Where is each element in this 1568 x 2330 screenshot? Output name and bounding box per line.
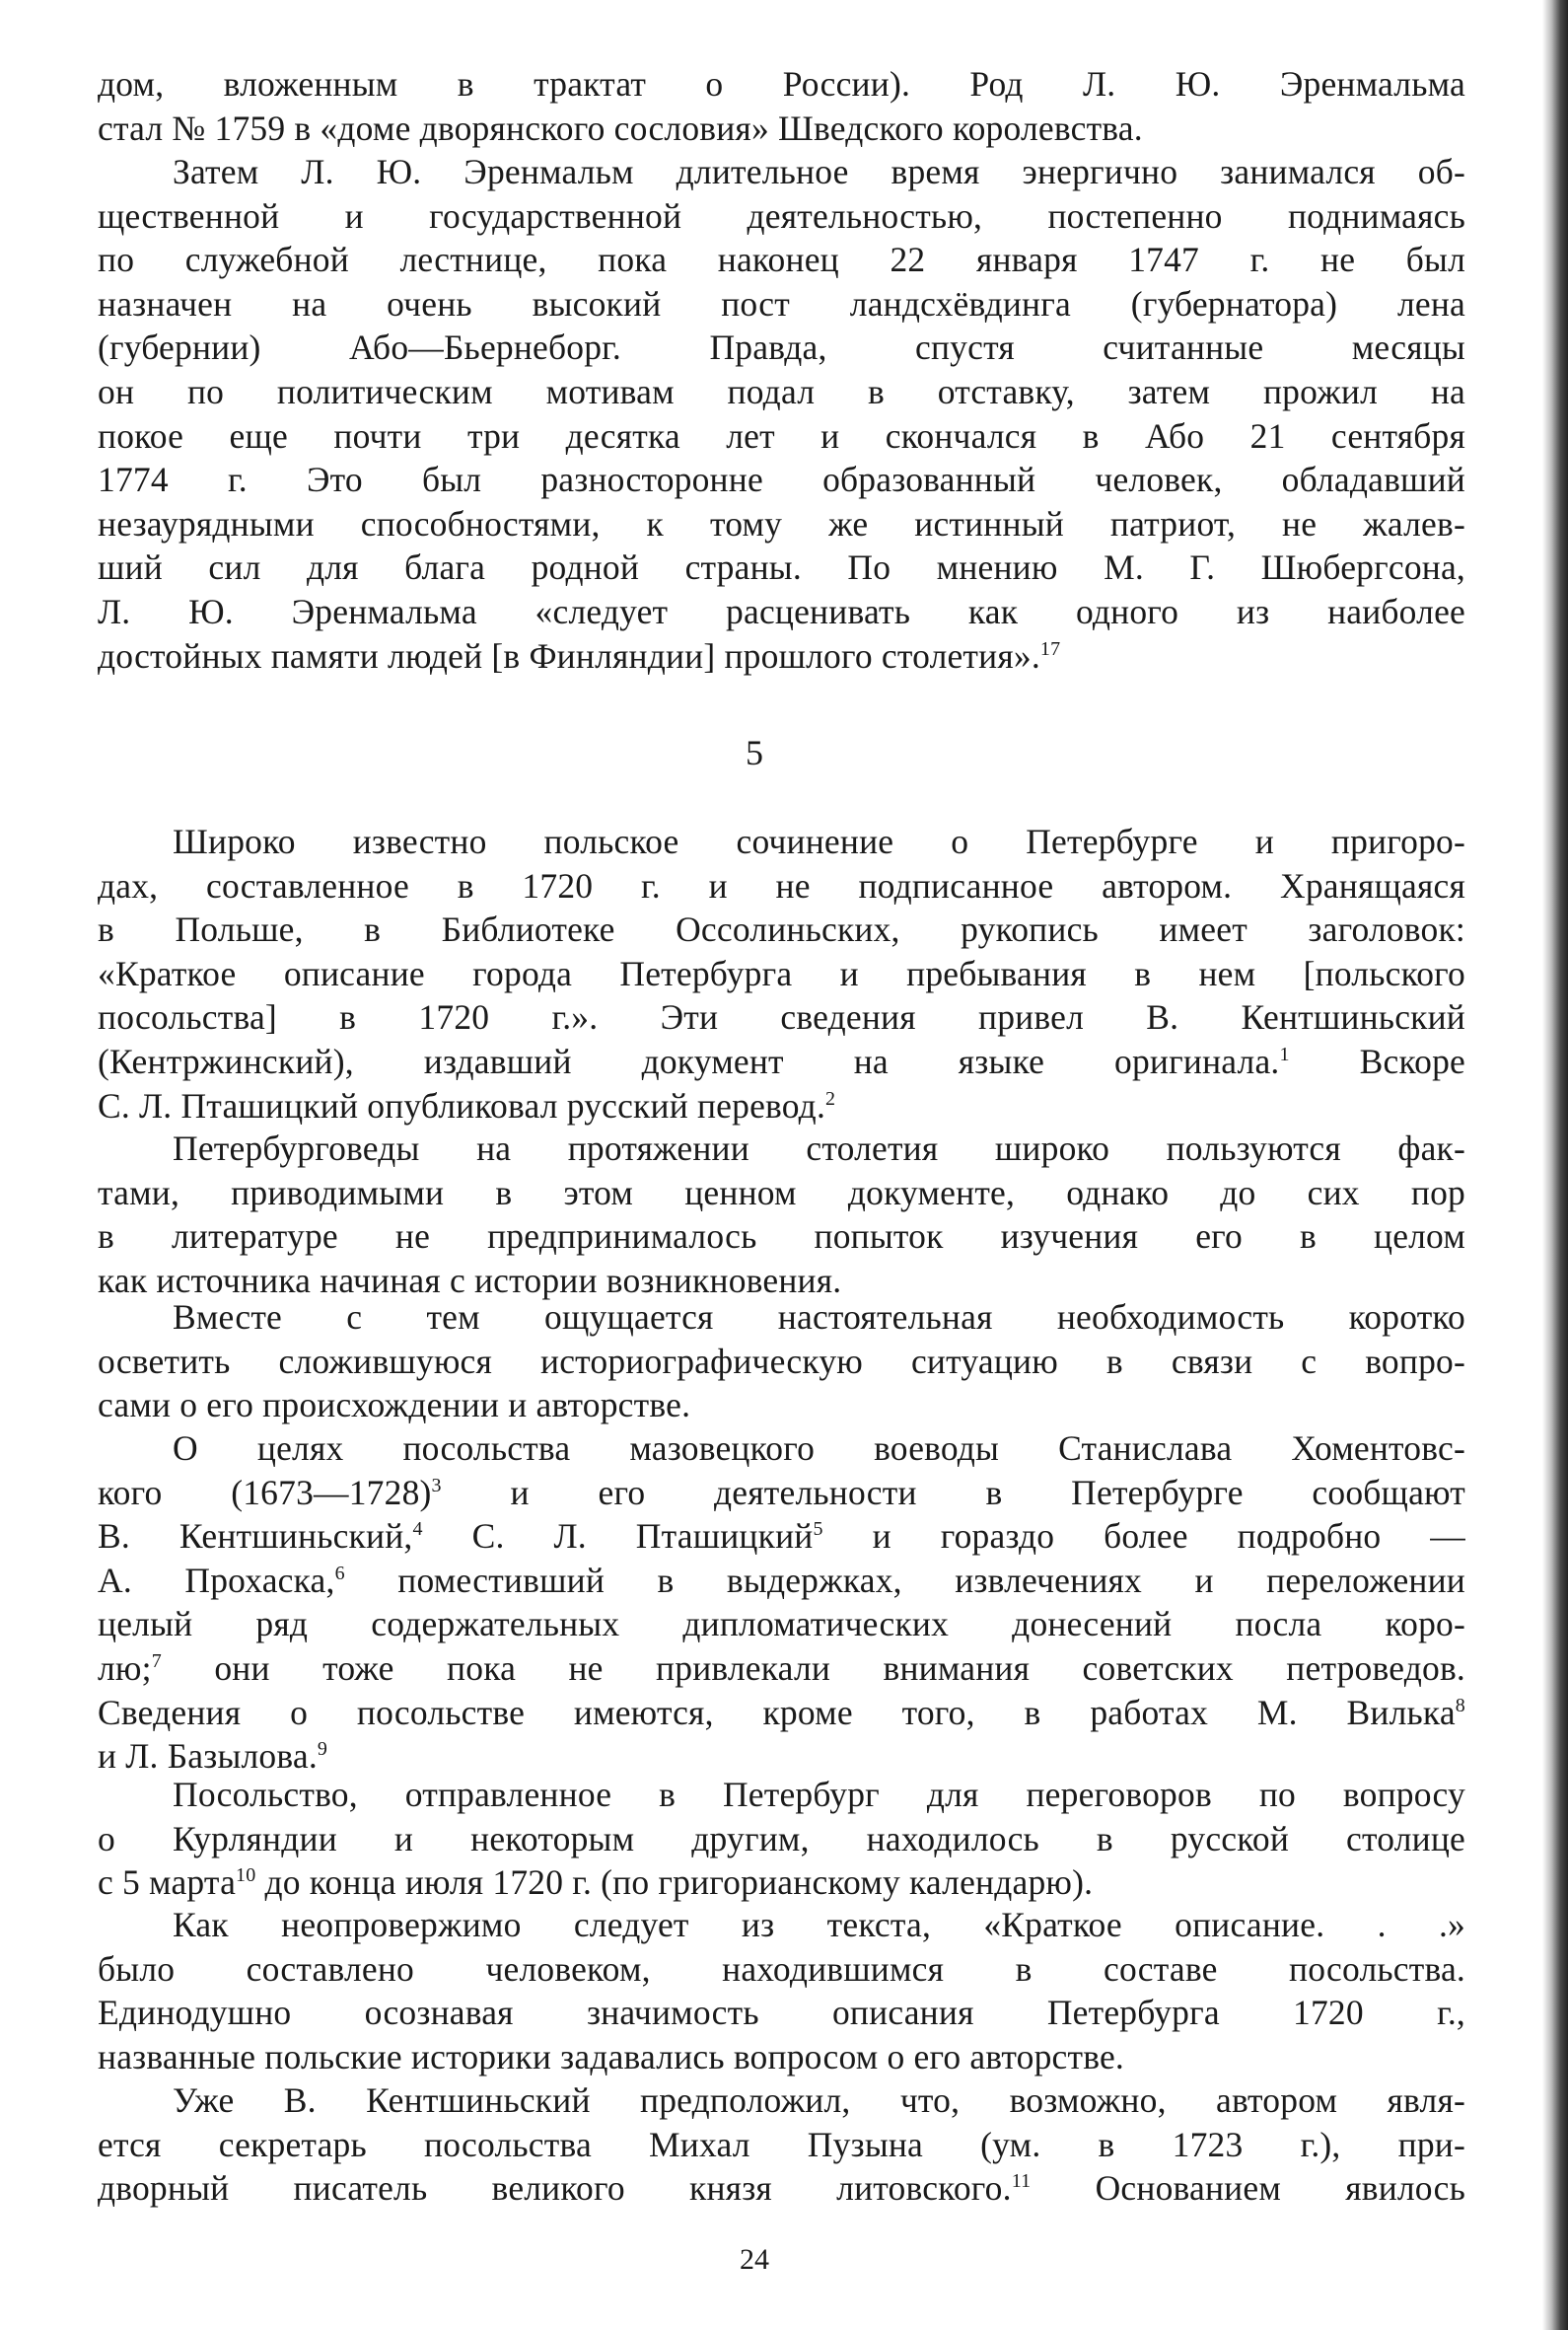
text-segment: достойных памяти людей [в Финляндии] прошлого столетия». [98, 635, 1040, 676]
paragraph [98, 1426, 1465, 1779]
text-line [98, 590, 1465, 634]
paragraph [98, 1773, 1465, 1905]
text-line [98, 1817, 1465, 1861]
text-segment: они тоже пока не привлекали внимания советских петроведов. [161, 1647, 1465, 1688]
text-line [98, 2166, 1465, 2211]
text-segment: дом, вложенным в трактат о России). Род Л. Ю. Эренмальма [98, 64, 1465, 104]
text-line [98, 1602, 1465, 1646]
text-segment: ший сил для блага родной страны. По мнению М. Г. Шюбергсона, [98, 547, 1465, 588]
text-line [98, 908, 1465, 952]
text-line [98, 820, 1465, 864]
text-segment: и Л. Базылова. [98, 1736, 318, 1777]
paragraph [98, 1903, 1465, 2078]
text-line [98, 2123, 1465, 2167]
text-line [98, 502, 1465, 546]
text-segment: посольства] в 1720 г.». Эти сведения привел В. Кентшиньский [98, 997, 1465, 1038]
text-line [98, 238, 1465, 282]
text-line [98, 634, 1465, 679]
footnote-ref: 4 [412, 1518, 423, 1541]
footnote-ref: 5 [813, 1518, 823, 1541]
text-segment: осветить сложившуюся историографическую ситуацию в связи с вопро- [98, 1341, 1465, 1381]
text-segment: до конца июля 1720 г. (по григорианскому календарю). [255, 1862, 1094, 1903]
footnote-ref: 3 [431, 1474, 442, 1496]
text-segment: сами о его происхождении и авторстве. [98, 1385, 691, 1425]
text-line [98, 1691, 1465, 1735]
text-segment: он по политическим мотивам подал в отставку, затем прожил на [98, 371, 1465, 411]
paragraph [98, 150, 1465, 678]
section-number: 5 [746, 733, 763, 772]
text-segment: по служебной лестнице, пока наконец 22 января 1747 г. не был [98, 240, 1465, 280]
text-segment: Затем Л. Ю. Эренмальм длительное время энергично занимался об- [173, 152, 1465, 191]
text-segment: покое еще почти три десятка лет и скончался в Або 21 сентября [98, 415, 1465, 456]
page-number: 24 [740, 2243, 769, 2276]
text-segment: назначен на очень высокий пост ландсхёвдинга (губернатора) лена [98, 283, 1465, 324]
text-line [98, 1646, 1465, 1691]
footnote-ref: 8 [1455, 1694, 1465, 1716]
text-line [98, 458, 1465, 502]
text-segment: в Польше, в Библиотеке Оссолиньских, рукопись имеет заголовок: [98, 910, 1465, 950]
footnote-ref: 11 [1011, 2170, 1032, 2193]
text-segment: Основанием явилось [1031, 2168, 1465, 2209]
text-line [98, 370, 1465, 414]
text-line [98, 1383, 1465, 1427]
footnote-ref: 2 [825, 1087, 836, 1110]
text-segment: Сведения о посольстве имеются, кроме того, в работах М. Вилька [98, 1692, 1456, 1732]
text-segment: было составлено человеком, находившимся в составе посольства. [98, 1948, 1465, 1989]
footnote-ref: 7 [151, 1650, 162, 1673]
text-segment: О целях посольства мазовецкого воеводы Станислава Хоментовс- [173, 1428, 1465, 1468]
text-segment: кого (1673—1728) [98, 1472, 432, 1512]
text-line [98, 546, 1465, 590]
text-segment: и гораздо более подробно — [822, 1516, 1465, 1557]
text-line [98, 1127, 1465, 1171]
footnote-ref: 9 [317, 1738, 328, 1761]
text-segment: целый ряд содержательных дипломатических донесений посла коро- [98, 1604, 1465, 1644]
text-segment: с 5 марта [98, 1862, 237, 1903]
text-segment: лю; [98, 1647, 152, 1688]
book-spine-shadow [1542, 0, 1568, 2330]
text-segment: как источника начиная с истории возникновения. [98, 1260, 842, 1300]
text-segment: Петербурговеды на протяжении столетия широко пользуются фак- [173, 1129, 1465, 1168]
text-line [98, 62, 1465, 107]
footnote-ref: 6 [334, 1562, 345, 1584]
text-line [98, 1991, 1465, 2035]
footnote-ref: 1 [1279, 1044, 1290, 1066]
text-segment: Вместе с тем ощущается настоятельная необходимость коротко [173, 1297, 1465, 1337]
text-line [98, 1426, 1465, 1471]
text-segment: (губернии) Або—Бьернеборг. Правда, спустя считанные месяцы [98, 328, 1465, 368]
text-segment: названные польские историки задавались вопросом о его авторстве. [98, 2036, 1124, 2076]
paragraph [98, 1295, 1465, 1427]
text-segment: Вскоре [1289, 1041, 1465, 1081]
text-line [98, 1773, 1465, 1817]
text-line [98, 1171, 1465, 1215]
paragraph [98, 62, 1465, 150]
text-segment: Широко известно польское сочинение о Петербурге и пригоро- [173, 822, 1465, 861]
text-segment: С. Л. Пташицкий опубликовал русский перевод. [98, 1085, 826, 1126]
text-line [98, 1214, 1465, 1259]
text-line [98, 1903, 1465, 1947]
text-segment: стал № 1759 в «доме дворянского сословия» Шведского королевства. [98, 108, 1143, 148]
text-line [98, 2078, 1465, 2123]
text-line [98, 1860, 1465, 1905]
text-segment: (Кентржинский), издавший документ на языке оригинала. [98, 1041, 1280, 1081]
text-line [98, 1947, 1465, 1992]
text-segment: Уже В. Кентшиньский предположил, что, возможно, автором явля- [173, 2080, 1465, 2120]
text-line [98, 864, 1465, 909]
text-line [98, 150, 1465, 194]
text-segment: в литературе не предпринималось попыток изучения его в целом [98, 1216, 1465, 1257]
text-line [98, 1514, 1465, 1559]
footnote-ref: 10 [236, 1864, 256, 1887]
text-segment: В. Кентшиньский, [98, 1516, 413, 1557]
text-line [98, 995, 1465, 1040]
text-line [98, 2035, 1465, 2079]
text-segment: дворный писатель великого князя литовского. [98, 2168, 1012, 2209]
text-segment: о Курляндии и некоторым другим, находилось в русской столице [98, 1818, 1465, 1858]
text-line [98, 414, 1465, 459]
text-line [98, 1040, 1465, 1084]
text-segment: А. Прохаска, [98, 1560, 335, 1600]
text-line [98, 1295, 1465, 1340]
text-line [98, 952, 1465, 996]
text-segment: «Краткое описание города Петербурга и пребывания в нем [польского [98, 953, 1465, 993]
text-line [98, 107, 1465, 151]
text-segment: тами, приводимыми в этом ценном документе, однако до сих пор [98, 1172, 1465, 1212]
text-line [98, 1084, 1465, 1129]
text-line [98, 1340, 1465, 1384]
text-line [98, 1471, 1465, 1515]
text-line [98, 326, 1465, 370]
text-segment: поместивший в выдержках, извлечениях и переложении [344, 1560, 1465, 1600]
text-segment: Л. Ю. Эренмальма «следует расценивать как одного из наиболее [98, 591, 1465, 631]
text-line [98, 194, 1465, 239]
text-segment: и его деятельности в Петербурге сообщают [441, 1472, 1465, 1512]
paragraph [98, 2078, 1465, 2211]
text-segment: ется секретарь посольства Михал Пузына (ум. в 1723 г.), при- [98, 2124, 1465, 2164]
text-segment: щественной и государственной деятельностью, постепенно поднимаясь [98, 195, 1465, 236]
text-line [98, 1559, 1465, 1603]
footnote-ref: 17 [1039, 637, 1061, 660]
text-segment: дах, составленное в 1720 г. и не подписанное автором. Хранящаяся [98, 865, 1465, 906]
text-segment: незаурядными способностями, к тому же истинный патриот, не жалев- [98, 503, 1465, 544]
paragraph [98, 820, 1465, 1128]
paragraph [98, 1127, 1465, 1302]
text-segment: Посольство, отправленное в Петербург для переговоров по вопросу [173, 1775, 1465, 1814]
text-segment: Единодушно осознавая значимость описания Петербурга 1720 г., [98, 1993, 1465, 2033]
text-line [98, 282, 1465, 327]
text-segment: С. Л. Пташицкий [422, 1516, 814, 1557]
text-segment: 1774 г. Это был разносторонне образованный человек, обладавший [98, 460, 1465, 500]
text-segment: Как неопровержимо следует из текста, «Краткое описание. . .» [173, 1905, 1465, 1944]
